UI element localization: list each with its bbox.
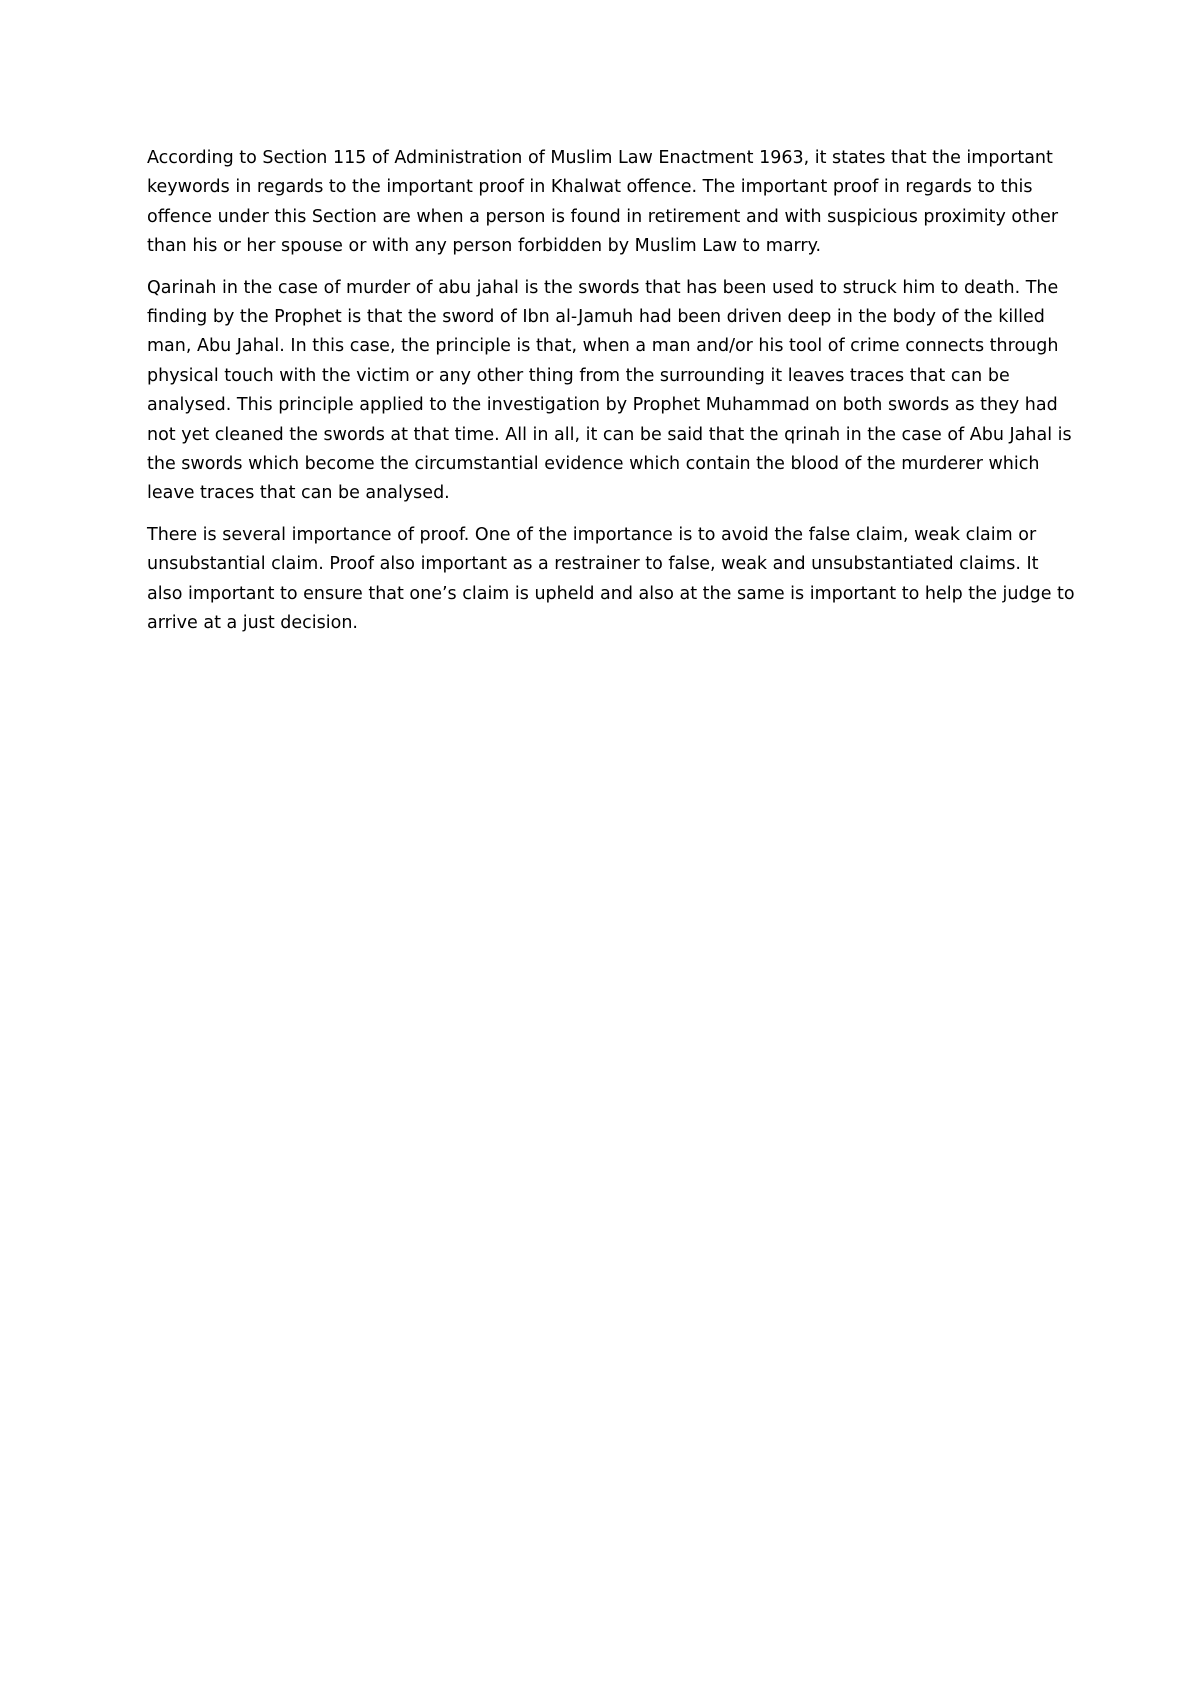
paragraph-qarinah: Qarinah in the case of murder of abu jahal is the swords that has been used to struck him to death. The finding by the Prophet is that the sword of Ibn al-Jamuh had been driven deep in the body of the killed man, Abu Jahal. In this case, the principle is that, when a man and/or his tool of crime connects through physical touch with the victim or any other thing from the surrounding it leaves traces that can be analysed. This principle applied to the investigation by Prophet Muhammad on both swords as they had not yet cleaned the swords at that time. All in all, it can be said that the qrinah in the case of Abu Jahal is the swords which become the circumstantial evidence which contain the blood of the murderer which leave traces that can be analysed. [147, 277, 1072, 504]
paragraph-importance-of-proof: There is several importance of proof. One of the importance is to avoid the false claim, weak claim or unsubstantial claim. Proof also important as a restrainer to false, weak and unsubstantiated claims. It also important to ensure that one’s claim is upheld and also at the same is important to help the judge to arrive at a just decision. [147, 524, 1075, 634]
paragraph-section-115: According to Section 115 of Administration of Muslim Law Enactment 1963, it states that the important keywords in regards to the important proof in Khalwat offence. The important proof in regards to this offence under this Section are when a person is found in retirement and with suspicious proximity other than his or her spouse or with any person forbidden by Muslim Law to marry. [147, 148, 1059, 257]
document-body [147, 144, 1077, 651]
